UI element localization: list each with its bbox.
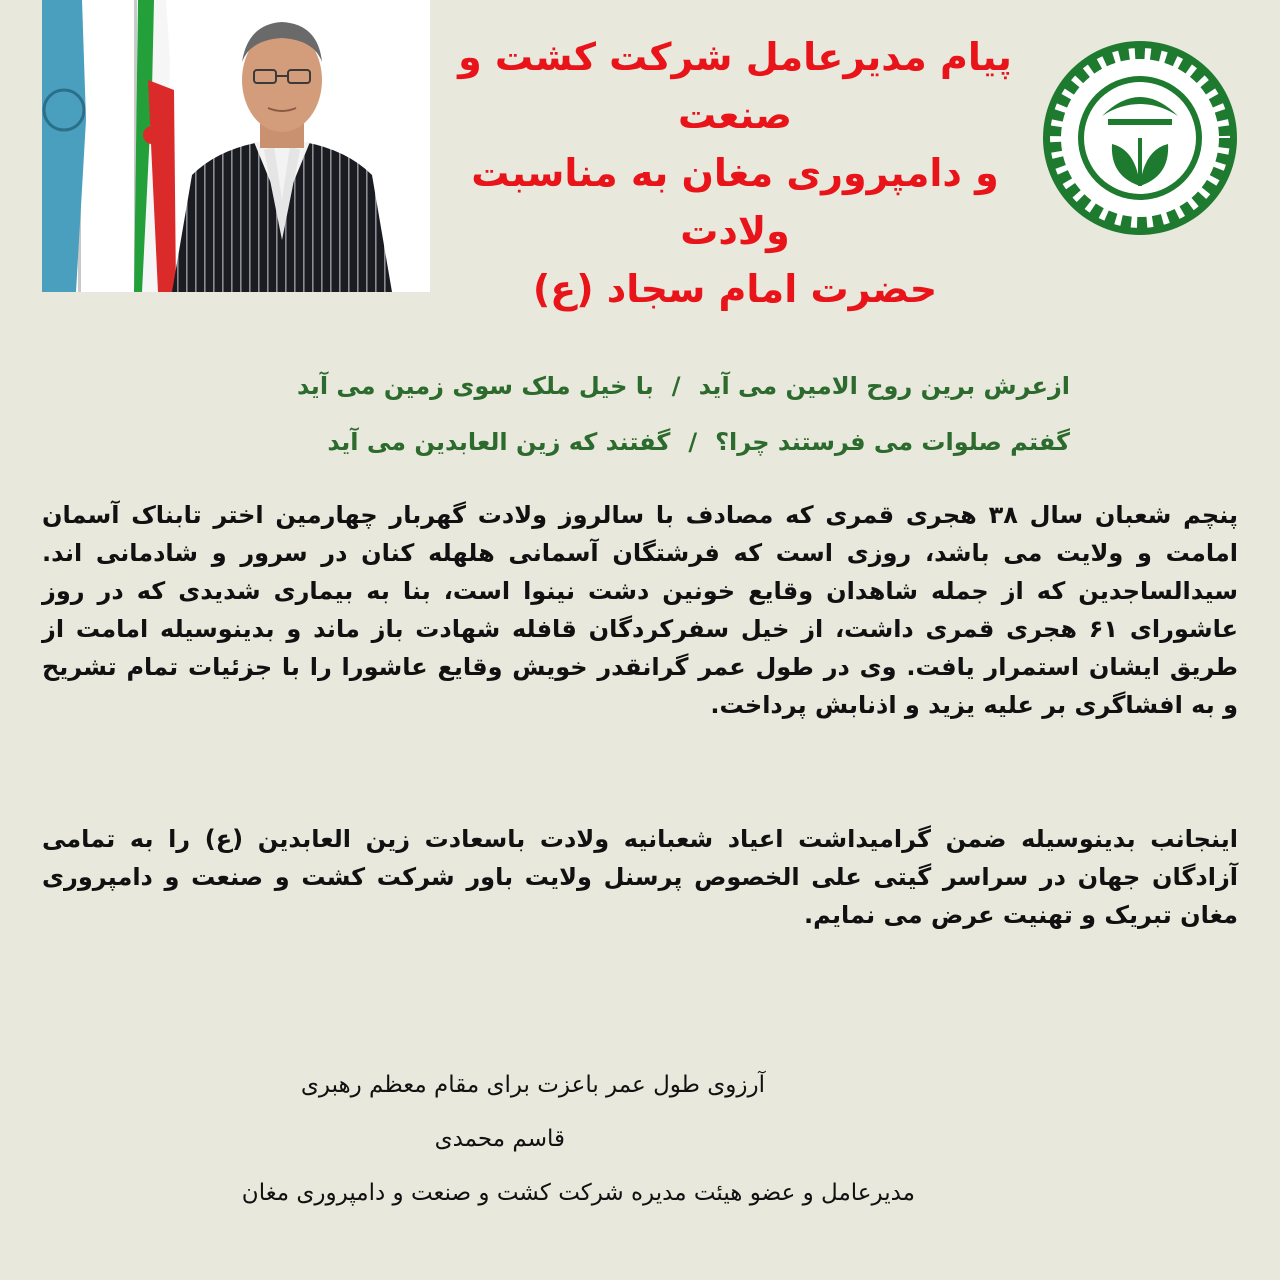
title-line-2: و دامپروری مغان به مناسبت ولادت bbox=[471, 151, 999, 253]
poem-line bbox=[220, 358, 1070, 414]
signature-name: قاسم محمدی bbox=[434, 1126, 565, 1152]
portrait-with-flags-icon bbox=[42, 0, 430, 292]
signature-position: مدیرعامل و عضو هیئت مدیره شرکت کشت و صنعت و دامپروری مغان bbox=[241, 1180, 915, 1206]
poem-hemistich: با خیل ملک سوی زمین می آید bbox=[296, 372, 654, 400]
company-logo bbox=[1040, 38, 1240, 238]
body-paragraph-2: اینجانب بدینوسیله ضمن گرامیداشت اعیاد شعبانیه ولادت باسعادت زین العابدین (ع) را به تمامی آزادگان جهان در سراسر گیتی علی الخصوص پرسنل ولایت باور شرکت کشت و صنعت و دامپروری مغان تبریک و تهنیت عرض می نمایم. bbox=[42, 825, 1238, 929]
poem bbox=[220, 358, 1070, 470]
title-line-3: حضرت امام سجاد (ع) bbox=[532, 267, 938, 311]
poem-separator: / bbox=[671, 372, 681, 400]
body-paragraph-1: پنچم شعبان سال ۳۸ هجری قمری که مصادف با سالروز ولادت گهربار چهارمین اختر تابناک آسمان امامت و ولایت می باشد، روزی است که فرشتگان آسمانی هلهله کنان در سرور و شادمانی اند. سیدالساجدین که از جمله شاهدان وقایع خونین دشت نینوا است، بنا به بیماری شدیدی که در روز عاشورای ۶۱ هجری قمری داشت، از خیل سفرکردگان قافله شهادت باز ماند و بدینوسیله امامت از طریق ایشان استمرار یافت. وی در طول عمر گرانقدر خویش وقایع عاشورا را با جزئیات تمام تشریح و به افشاگری بر علیه یزید و اذنابش پرداخت. bbox=[42, 501, 1238, 719]
ceo-portrait bbox=[42, 0, 430, 292]
poem-hemistich: گفتم صلوات می فرستند چرا؟ bbox=[715, 428, 1070, 456]
signature-wish: آرزوی طول عمر باعزت برای مقام معظم رهبری bbox=[300, 1072, 765, 1098]
poem-hemistich: گفتند که زین العابدین می آید bbox=[327, 428, 671, 456]
company-seal-logo-icon bbox=[1040, 38, 1240, 238]
poem-hemistich: ازعرش برین روح الامین می آید bbox=[698, 372, 1070, 400]
page-title bbox=[440, 28, 1030, 318]
poem-line bbox=[220, 414, 1070, 470]
poem-separator: / bbox=[688, 428, 698, 456]
title-line-1: پیام مدیرعامل شرکت کشت و صنعت bbox=[458, 35, 1012, 137]
